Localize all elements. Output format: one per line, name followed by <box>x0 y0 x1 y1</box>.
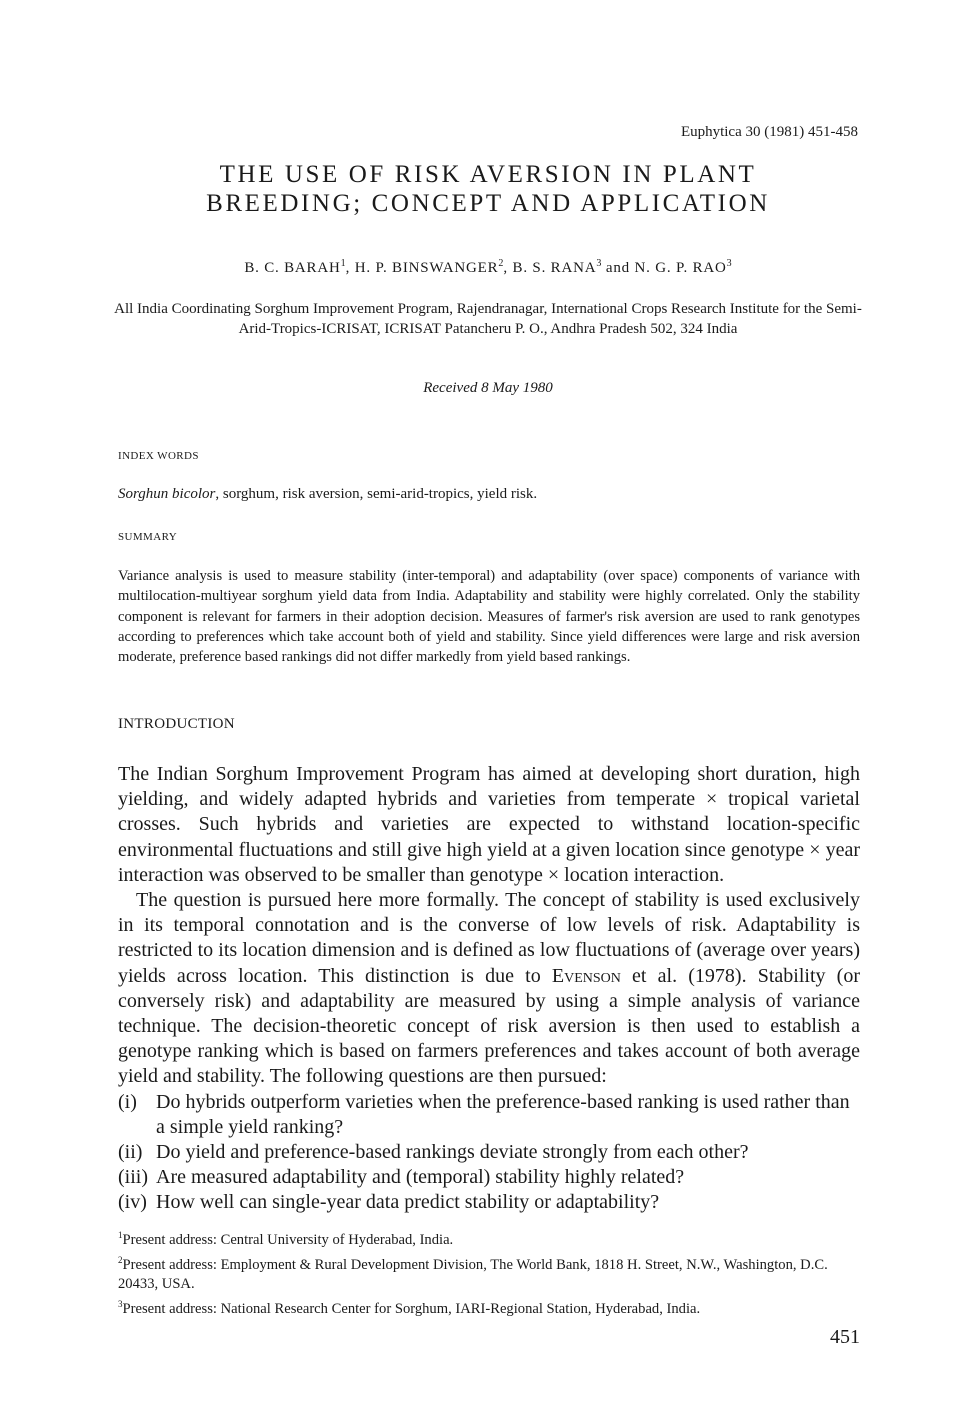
author-separator: , <box>503 260 513 276</box>
summary-text: Variance analysis is used to measure stability (inter-temporal) and adaptability (over space) components of variance with multilocation-multiyear sorghum yield data from India. Adaptability and stability were highly correlated. Only the stability component is relevant for farmers in their adoption decision. Measures of farmer's risk aversion are used to rank genotypes according to preferences which take account both of yield and stability. Since yield differences were large and risk aversion moderate, preference based rankings did not differ markedly from yield based rankings. <box>118 568 860 666</box>
author-name: H. P. BINSWANGER <box>354 260 499 276</box>
list-item <box>118 1140 860 1165</box>
list-item <box>118 1090 860 1140</box>
footnote-mark: 2 <box>118 1254 123 1265</box>
keyword-list: , sorghum, risk aversion, semi-arid-tropics, yield risk. <box>215 486 538 502</box>
page-number: 451 <box>830 1326 860 1348</box>
footnote <box>118 1295 860 1319</box>
author-name: B. S. RANA <box>512 260 597 276</box>
paragraph-text: et al. (1978). Stability (or conversely risk) and adaptability are measured by using a simple analysis of variance technique. The decision-theoretic concept of risk aversion is then used to establish a genotype ranking which is based on farmers preferences and takes account of both average yield and stability. The following questions are then pursued: <box>118 964 860 1088</box>
title-line-1: THE USE OF RISK AVERSION IN PLANT <box>219 161 757 188</box>
footnotes <box>118 1226 860 1320</box>
list-item <box>118 1165 860 1190</box>
introduction-body <box>118 762 860 1216</box>
footnote <box>118 1226 860 1250</box>
species-name: Sorghun bicolor <box>118 486 216 502</box>
footnote-text: Present address: National Research Center for Sorghum, IARI-Regional Station, Hyderabad, India. <box>122 1300 701 1317</box>
summary-label: SUMMARY <box>118 531 178 543</box>
index-words-label: INDEX WORDS <box>118 450 199 462</box>
author-name: B. C. BARAH <box>244 260 341 276</box>
author-list <box>0 258 976 277</box>
author-footnote-mark: 3 <box>726 258 732 269</box>
citation-author: Evenson <box>551 964 621 987</box>
footnote-mark: 3 <box>118 1298 123 1309</box>
list-item-text: How well can single-year data predict stability or adaptability? <box>156 1191 660 1214</box>
author-name: N. G. P. RAO <box>634 260 727 276</box>
list-item-text: Are measured adaptability and (temporal) stability highly related? <box>156 1166 685 1189</box>
journal-citation: Euphytica 30 (1981) 451-458 <box>680 124 858 140</box>
list-item <box>118 1190 860 1215</box>
paragraph: The Indian Sorghum Improvement Program has aimed at developing short duration, high yielding, and widely adapted hybrids and varieties from temperate × tropical varietal crosses. Such hybrids and varieties are expected to withstand location-specific environmental fluctuations and still give high yield at a given location since genotype × year interaction was observed to be smaller than genotype × location interaction. <box>118 763 860 886</box>
list-item-number: (ii) <box>118 1141 143 1164</box>
footnote-mark: 1 <box>118 1230 123 1240</box>
paper-title <box>0 160 976 218</box>
author-separator: , <box>345 260 355 276</box>
section-heading-introduction: INTRODUCTION <box>118 716 235 732</box>
footnote-text: Present address: Employment & Rural Development Division, The World Bank, 1818 H. Street, N.W., Washington, D.C. 20433, USA. <box>118 1256 828 1292</box>
author-footnote-mark: 2 <box>498 258 504 269</box>
author-separator: and <box>601 260 635 276</box>
list-item-number: (iv) <box>118 1191 147 1214</box>
footnote <box>118 1251 860 1294</box>
footnote-text: Present address: Central University of Hyderabad, India. <box>122 1231 454 1248</box>
affiliation: All India Coordinating Sorghum Improvement Program, Rajendranagar, International Crops Research Institute for the Semi-Arid-Tropics-ICRISAT, ICRISAT Patancheru P. O., Andhra Pradesh 502, 324 India <box>114 301 862 337</box>
list-item-text: Do yield and preference-based rankings deviate strongly from each other? <box>156 1141 749 1164</box>
list-item-number: (i) <box>118 1090 137 1113</box>
paragraph-text: The question is pursued here more formally. The concept of stability is used exclusively in its temporal connotation and is the converse of low levels of risk. Adaptability is restricted to its location dimension and is defined as low fluctuations of (average over years) yields across location. This distinction is due to <box>118 889 860 987</box>
title-line-2: BREEDING; CONCEPT AND APPLICATION <box>206 190 770 217</box>
index-words <box>118 486 537 503</box>
paragraph <box>118 888 860 1090</box>
question-list <box>118 1090 860 1216</box>
received-date: Received 8 May 1980 <box>423 380 553 396</box>
author-footnote-mark: 3 <box>596 258 602 269</box>
list-item-text: Do hybrids outperform varieties when the preference-based ranking is used rather than a simple yield ranking? <box>156 1090 850 1138</box>
author-footnote-mark: 1 <box>340 258 346 269</box>
list-item-number: (iii) <box>118 1166 148 1189</box>
